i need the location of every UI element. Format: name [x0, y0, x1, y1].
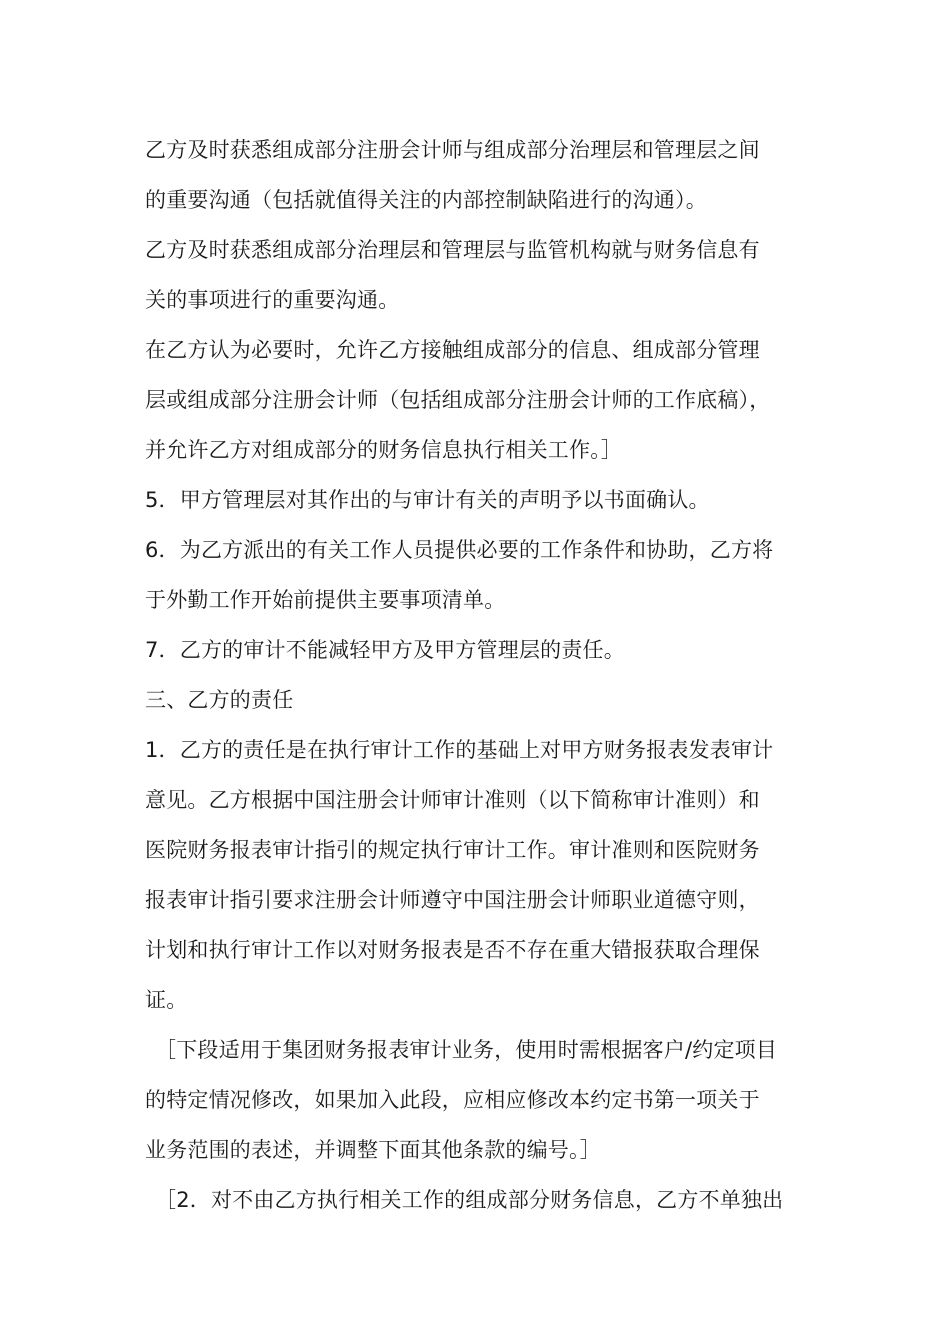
text-line: 关的事项进行的重要沟通。	[145, 288, 400, 312]
text-line: 于外勤工作开始前提供主要事项清单。	[145, 588, 506, 612]
numbered-item: 6．为乙方派出的有关工作人员提供必要的工作条件和协助，乙方将	[145, 538, 774, 562]
text-line: 报表审计指引要求注册会计师遵守中国注册会计师职业道德守则，	[145, 888, 760, 912]
numbered-item: 5．甲方管理层对其作出的与审计有关的声明予以书面确认。	[145, 488, 710, 512]
text-line: 的特定情况修改，如果加入此段，应相应修改本约定书第一项关于	[145, 1088, 760, 1112]
numbered-item: 7．乙方的审计不能减轻甲方及甲方管理层的责任。	[145, 638, 625, 662]
text-line: 层或组成部分注册会计师（包括组成部分注册会计师的工作底稿），	[145, 388, 771, 412]
text-line: 计划和执行审计工作以对财务报表是否不存在重大错报获取合理保	[145, 938, 760, 962]
text-line: 乙方及时获悉组成部分注册会计师与组成部分治理层和管理层之间	[145, 138, 760, 162]
bracket-note: ［2．对不由乙方执行相关工作的组成部分财务信息，乙方不单独出	[155, 1188, 784, 1212]
text-line: 在乙方认为必要时，允许乙方接触组成部分的信息、组成部分管理	[145, 338, 760, 362]
text-line: 业务范围的表述，并调整下面其他条款的编号。］	[145, 1138, 601, 1162]
text-line: 证。	[145, 988, 188, 1012]
text-line: 并允许乙方对组成部分的财务信息执行相关工作。］	[145, 438, 623, 462]
section-heading: 三、乙方的责任	[145, 688, 294, 712]
text-line: 乙方及时获悉组成部分治理层和管理层与监管机构就与财务信息有	[145, 238, 760, 262]
bracket-note: ［下段适用于集团财务报表审计业务，使用时需根据客户/约定项目	[155, 1038, 778, 1062]
numbered-item: 1．乙方的责任是在执行审计工作的基础上对甲方财务报表发表审计	[145, 738, 774, 762]
text-line: 医院财务报表审计指引的规定执行审计工作。审计准则和医院财务	[145, 838, 760, 862]
text-line: 的重要沟通（包括就值得关注的内部控制缺陷进行的沟通）。	[145, 188, 707, 212]
text-line: 意见。乙方根据中国注册会计师审计准则（以下简称审计准则）和	[145, 788, 760, 812]
